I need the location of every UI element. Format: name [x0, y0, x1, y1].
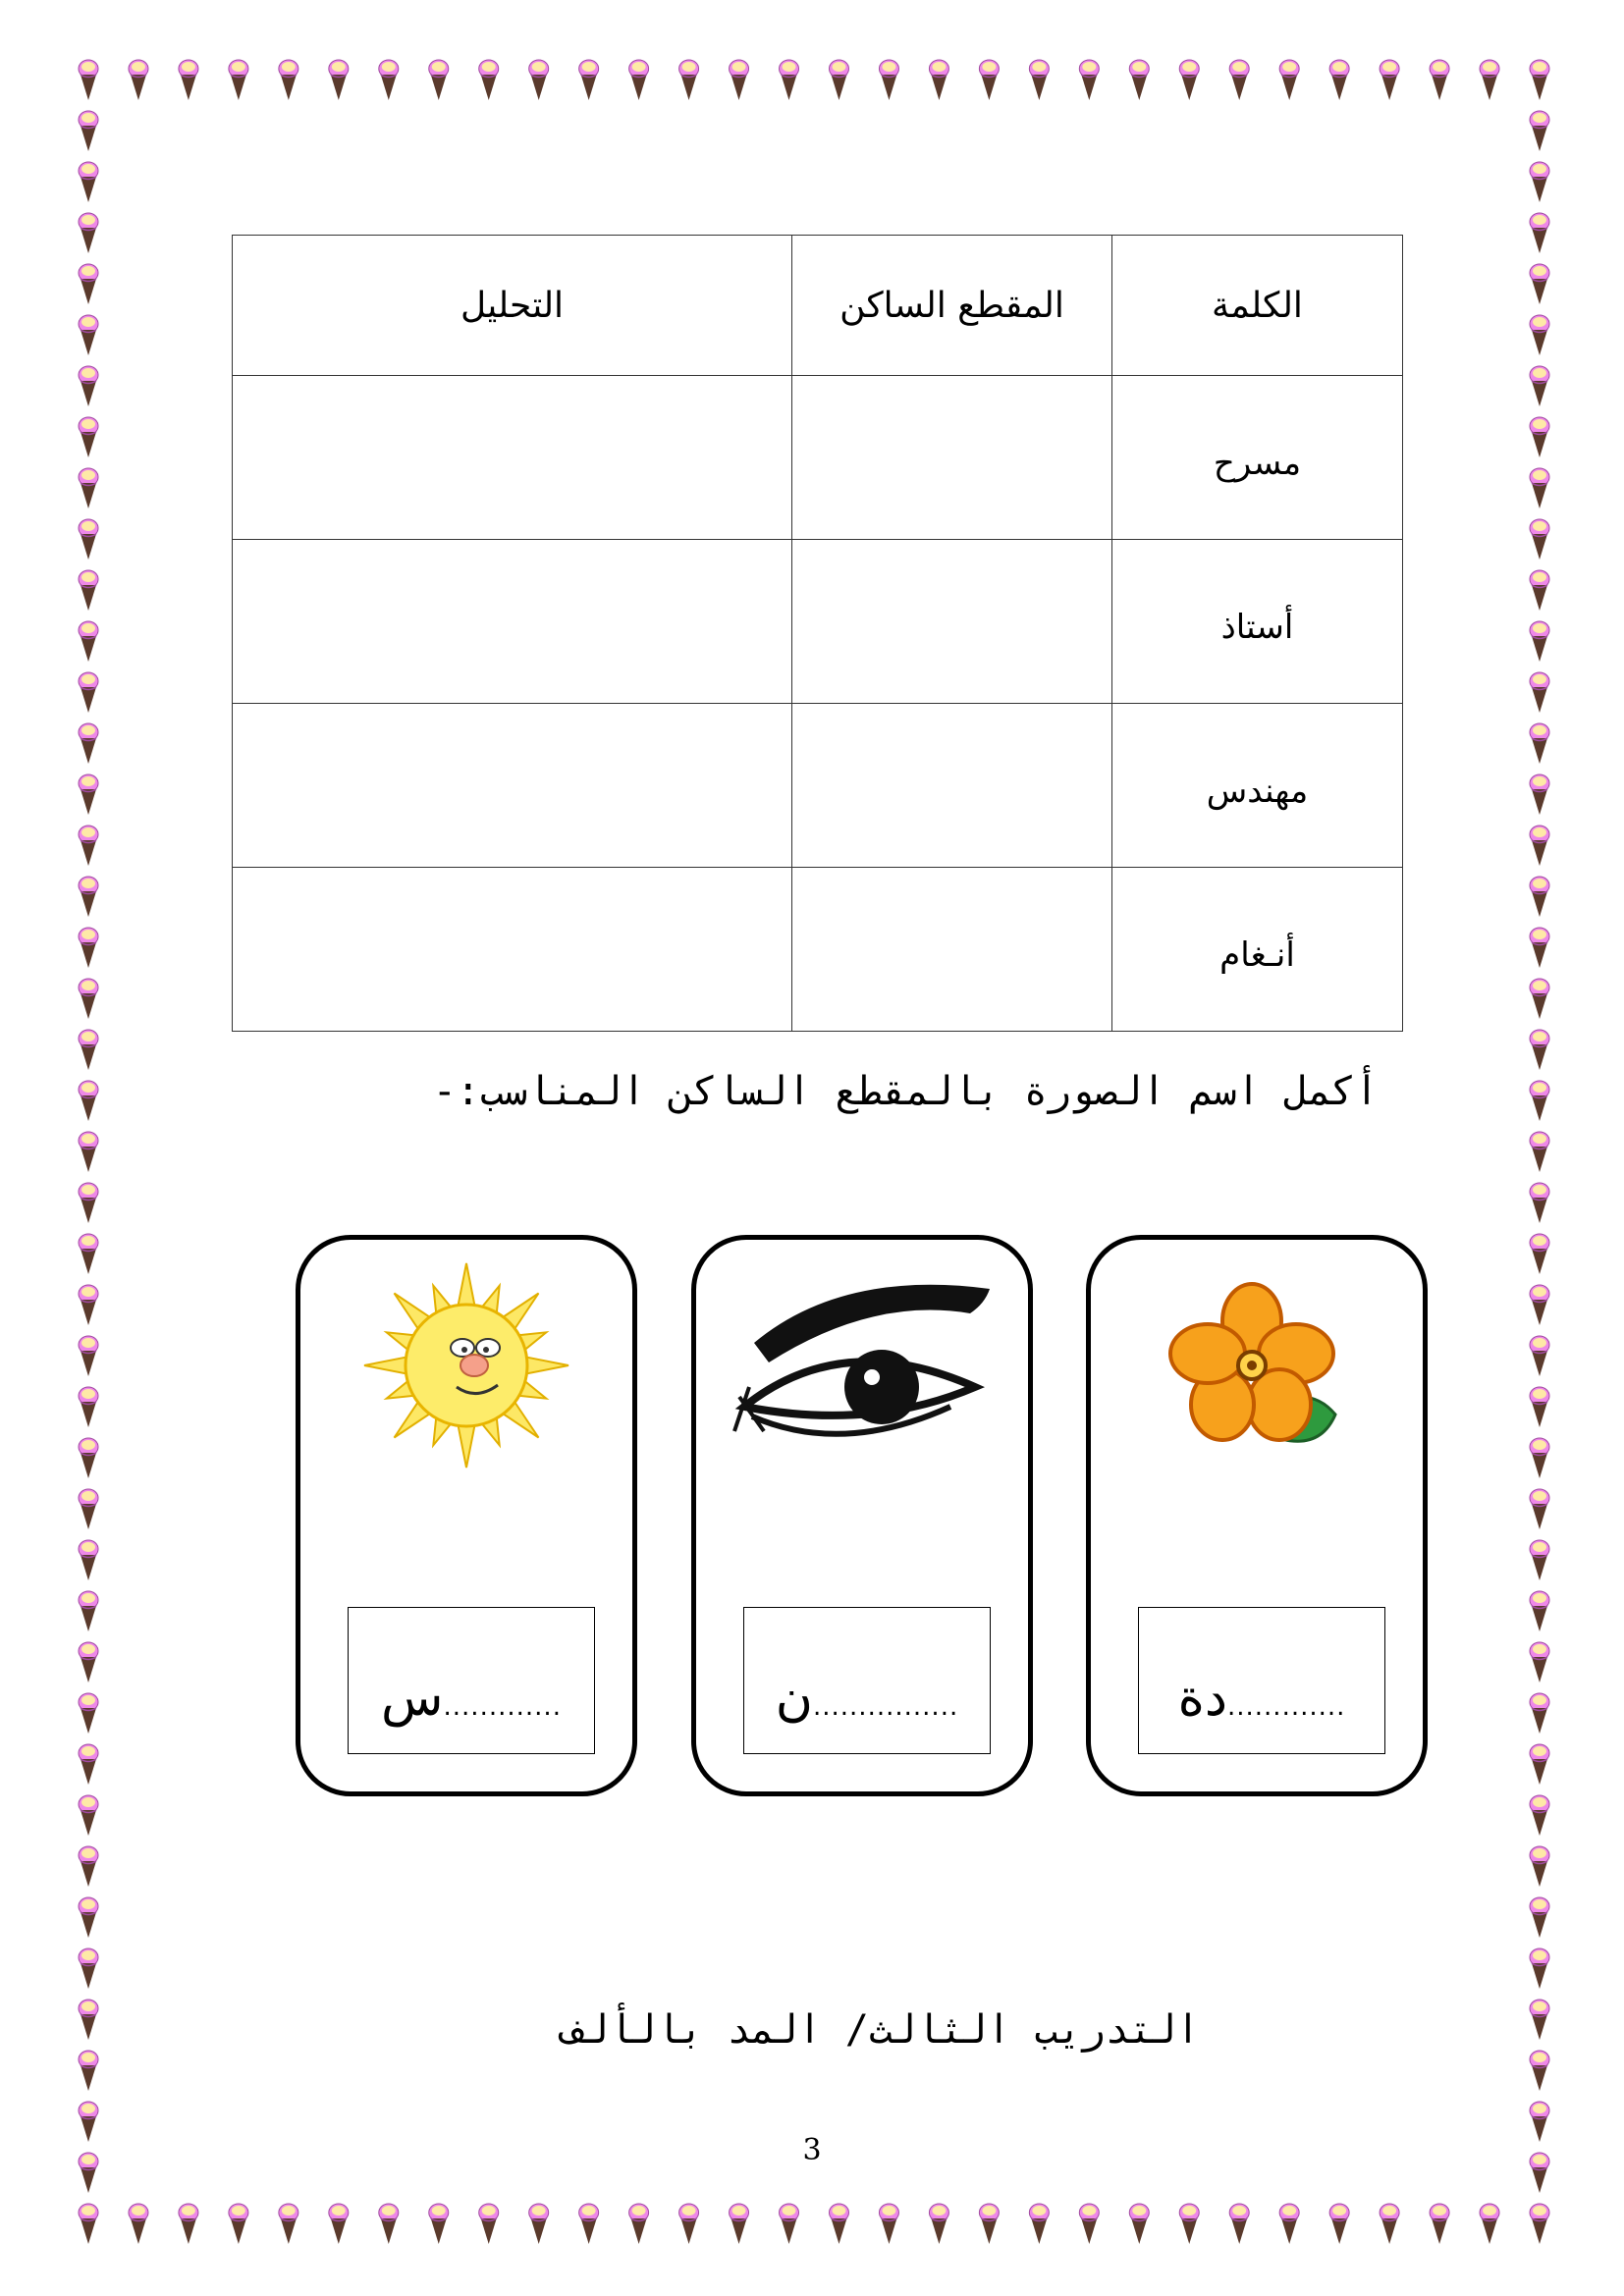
ice-cream-cone-icon	[1530, 928, 1549, 968]
ice-cream-cone-icon	[1530, 1897, 1549, 1938]
ice-cream-cone-icon	[1530, 1540, 1549, 1580]
ice-cream-cone-icon	[679, 2204, 699, 2244]
ice-cream-cone-icon	[1029, 2204, 1049, 2244]
ice-cream-cone-icon	[1530, 1489, 1549, 1529]
ice-cream-cone-icon	[1129, 60, 1149, 100]
ice-cream-cone-icon	[679, 60, 699, 100]
ice-cream-cone-icon	[79, 1285, 98, 1325]
ice-cream-cone-icon	[929, 2204, 948, 2244]
ice-cream-cone-icon	[79, 1183, 98, 1223]
exercise-title: التدريب الثالث/ المد بالألف	[561, 2007, 1200, 2053]
ice-cream-cone-icon	[229, 2204, 248, 2244]
ice-cream-cone-icon	[1530, 2000, 1549, 2040]
ice-cream-cone-icon	[780, 2204, 799, 2244]
ice-cream-cone-icon	[1530, 1336, 1549, 1376]
ice-cream-cone-icon	[79, 1030, 98, 1070]
word-cell: مهندس	[1112, 704, 1403, 868]
table-row	[233, 868, 1403, 1032]
ice-cream-cone-icon	[79, 979, 98, 1019]
ice-cream-cone-icon	[1530, 519, 1549, 560]
ice-cream-cone-icon	[79, 1438, 98, 1478]
ice-cream-cone-icon	[129, 60, 148, 100]
ice-cream-cone-icon	[1530, 1693, 1549, 1734]
ice-cream-cone-icon	[329, 2204, 349, 2244]
analysis-cell[interactable]	[233, 704, 792, 868]
ice-cream-cone-icon	[79, 672, 98, 713]
ice-cream-cone-icon	[1530, 672, 1549, 713]
ice-cream-cone-icon	[1530, 877, 1549, 917]
ice-cream-cone-icon	[79, 162, 98, 202]
table-row	[233, 376, 1403, 540]
ice-cream-cone-icon	[1329, 60, 1349, 100]
picture-card-eye	[691, 1235, 1033, 1796]
instruction-text: أكمل اسم الصورة بالمقطع الساكن المناسب:-	[432, 1069, 1379, 1114]
ice-cream-cone-icon	[1530, 213, 1549, 253]
ice-cream-cone-icon	[1329, 2204, 1349, 2244]
ice-cream-cone-icon	[1530, 417, 1549, 457]
ice-cream-cone-icon	[579, 2204, 599, 2244]
blank-dots: ................	[812, 1692, 959, 1722]
ice-cream-cone-icon	[1380, 2204, 1399, 2244]
ice-cream-cone-icon	[1279, 2204, 1299, 2244]
ice-cream-cone-icon	[79, 1387, 98, 1427]
ice-cream-cone-icon	[1530, 774, 1549, 815]
ice-cream-cone-icon	[1530, 468, 1549, 508]
ice-cream-cone-icon	[79, 2204, 98, 2244]
ice-cream-cone-icon	[1530, 1642, 1549, 1682]
ice-cream-cone-icon	[1079, 2204, 1099, 2244]
ice-cream-cone-icon	[1279, 60, 1299, 100]
ice-cream-cone-icon	[79, 315, 98, 355]
ice-cream-cone-icon	[79, 2000, 98, 2040]
sun-ray	[364, 1357, 410, 1374]
ice-cream-cone-icon	[79, 774, 98, 815]
ice-cream-cone-icon	[79, 1693, 98, 1734]
syllable-cell[interactable]	[792, 868, 1112, 1032]
ice-cream-cone-icon	[79, 1795, 98, 1836]
ice-cream-cone-icon	[879, 2204, 898, 2244]
ice-cream-cone-icon	[79, 2051, 98, 2091]
header-analysis: التحليل	[233, 236, 792, 376]
ice-cream-cone-icon	[780, 60, 799, 100]
ice-cream-cone-icon	[1530, 60, 1549, 100]
ice-cream-cone-icon	[1530, 111, 1549, 151]
ice-cream-cone-icon	[1530, 1949, 1549, 1989]
word-ending: س	[381, 1669, 444, 1728]
ice-cream-cone-icon	[129, 2204, 148, 2244]
ice-cream-cone-icon	[1179, 60, 1199, 100]
ice-cream-cone-icon	[79, 570, 98, 611]
word-ending: ن	[775, 1669, 813, 1728]
ice-cream-cone-icon	[1229, 60, 1249, 100]
word-ending: دة	[1177, 1669, 1227, 1728]
ice-cream-cone-icon	[79, 1591, 98, 1631]
table-row	[233, 704, 1403, 868]
ice-cream-cone-icon	[379, 60, 399, 100]
analysis-cell[interactable]	[233, 540, 792, 704]
ice-cream-cone-icon	[79, 877, 98, 917]
ice-cream-cone-icon	[479, 2204, 499, 2244]
sun-ray	[458, 1263, 475, 1309]
ice-cream-cone-icon	[730, 60, 749, 100]
flower-icon	[1091, 1259, 1423, 1495]
ice-cream-cone-icon	[79, 1897, 98, 1938]
ice-cream-cone-icon	[1530, 315, 1549, 355]
ice-cream-cone-icon	[529, 2204, 549, 2244]
ice-cream-cone-icon	[79, 468, 98, 508]
header-syllable: المقطع الساكن	[792, 236, 1112, 376]
table-header-row	[233, 236, 1403, 376]
ice-cream-cone-icon	[79, 417, 98, 457]
ice-cream-cone-icon	[1530, 979, 1549, 1019]
answer-box[interactable]	[743, 1607, 991, 1754]
ice-cream-cone-icon	[829, 60, 848, 100]
ice-cream-cone-icon	[79, 1132, 98, 1172]
ice-cream-cone-icon	[1530, 621, 1549, 662]
ice-cream-cone-icon	[79, 1744, 98, 1785]
ice-cream-cone-icon	[1530, 570, 1549, 611]
ice-cream-cone-icon	[79, 1846, 98, 1887]
ice-cream-cone-icon	[79, 1540, 98, 1580]
answer-box[interactable]	[1138, 1607, 1385, 1754]
ice-cream-cone-icon	[1129, 2204, 1149, 2244]
ice-cream-cone-icon	[1530, 1183, 1549, 1223]
ice-cream-cone-icon	[79, 1234, 98, 1274]
ice-cream-cone-icon	[879, 60, 898, 100]
ice-cream-cone-icon	[1480, 60, 1499, 100]
ice-cream-cone-icon	[1480, 2204, 1499, 2244]
ice-cream-cone-icon	[1229, 2204, 1249, 2244]
ice-cream-cone-icon	[79, 366, 98, 406]
ice-cream-cone-icon	[529, 60, 549, 100]
picture-card-sun	[296, 1235, 637, 1796]
ice-cream-cone-icon	[1530, 723, 1549, 764]
ice-cream-cone-icon	[979, 60, 999, 100]
ice-cream-cone-icon	[730, 2204, 749, 2244]
ice-cream-cone-icon	[429, 2204, 449, 2244]
ice-cream-cone-icon	[1530, 2051, 1549, 2091]
ice-cream-cone-icon	[1530, 1132, 1549, 1172]
word-cell: أستاذ	[1112, 540, 1403, 704]
ice-cream-cone-icon	[229, 60, 248, 100]
ice-cream-cone-icon	[1530, 1744, 1549, 1785]
ice-cream-cone-icon	[279, 60, 298, 100]
ice-cream-cone-icon	[1530, 1234, 1549, 1274]
ice-cream-cone-icon	[179, 2204, 198, 2244]
blank-dots: .............	[1226, 1692, 1346, 1722]
ice-cream-cone-icon	[1530, 2204, 1549, 2244]
ice-cream-cone-icon	[479, 60, 499, 100]
ice-cream-cone-icon	[79, 1336, 98, 1376]
ice-cream-cone-icon	[79, 264, 98, 304]
ice-cream-cone-icon	[1530, 1795, 1549, 1836]
sun-ray	[458, 1421, 475, 1468]
ice-cream-cone-icon	[79, 928, 98, 968]
answer-box[interactable]	[348, 1607, 595, 1754]
syllable-cell[interactable]	[792, 540, 1112, 704]
ice-cream-cone-icon	[79, 621, 98, 662]
analysis-cell[interactable]	[233, 868, 792, 1032]
ice-cream-cone-icon	[1530, 264, 1549, 304]
ice-cream-cone-icon	[79, 60, 98, 100]
ice-cream-cone-icon	[1430, 2204, 1449, 2244]
syllable-cell[interactable]	[792, 376, 1112, 540]
ice-cream-cone-icon	[79, 1081, 98, 1121]
ice-cream-cone-icon	[979, 2204, 999, 2244]
page-number: 3	[802, 2133, 822, 2167]
ice-cream-cone-icon	[379, 2204, 399, 2244]
picture-card-flower	[1086, 1235, 1428, 1796]
ice-cream-cone-icon	[1530, 162, 1549, 202]
syllable-cell[interactable]	[792, 704, 1112, 868]
ice-cream-cone-icon	[79, 519, 98, 560]
ice-cream-cone-icon	[179, 60, 198, 100]
ice-cream-cone-icon	[1530, 1438, 1549, 1478]
ice-cream-cone-icon	[79, 1489, 98, 1529]
ice-cream-cone-icon	[929, 60, 948, 100]
ice-cream-cone-icon	[629, 60, 649, 100]
ice-cream-cone-icon	[1530, 1285, 1549, 1325]
ice-cream-cone-icon	[79, 213, 98, 253]
ice-cream-cone-icon	[79, 111, 98, 151]
ice-cream-cone-icon	[1430, 60, 1449, 100]
table-row	[233, 540, 1403, 704]
ice-cream-cone-icon	[79, 1949, 98, 1989]
ice-cream-cone-icon	[1530, 1846, 1549, 1887]
word-cell: مسرح	[1112, 376, 1403, 540]
ice-cream-cone-icon	[1530, 1591, 1549, 1631]
ice-cream-cone-icon	[1380, 60, 1399, 100]
ice-cream-cone-icon	[579, 60, 599, 100]
ice-cream-cone-icon	[79, 1642, 98, 1682]
blank-dots: .............	[443, 1692, 562, 1722]
ice-cream-cone-icon	[829, 2204, 848, 2244]
ice-cream-cone-icon	[79, 826, 98, 866]
ice-cream-cone-icon	[1530, 366, 1549, 406]
eye-icon	[696, 1259, 1028, 1495]
ice-cream-cone-icon	[279, 2204, 298, 2244]
ice-cream-cone-icon	[429, 60, 449, 100]
ice-cream-cone-icon	[1530, 1081, 1549, 1121]
ice-cream-cone-icon	[1530, 1387, 1549, 1427]
header-word: الكلمة	[1112, 236, 1403, 376]
ice-cream-cone-icon	[1530, 1030, 1549, 1070]
ice-cream-cone-icon	[1530, 826, 1549, 866]
word-table	[232, 235, 1403, 1032]
ice-cream-cone-icon	[1179, 2204, 1199, 2244]
sun-icon	[300, 1259, 632, 1495]
ice-cream-cone-icon	[629, 2204, 649, 2244]
ice-cream-cone-icon	[79, 723, 98, 764]
ice-cream-cone-icon	[1079, 60, 1099, 100]
analysis-cell[interactable]	[233, 376, 792, 540]
ice-cream-cone-icon	[1029, 60, 1049, 100]
ice-cream-cone-icon	[329, 60, 349, 100]
word-cell: أنـغام	[1112, 868, 1403, 1032]
sun-ray	[522, 1357, 568, 1374]
